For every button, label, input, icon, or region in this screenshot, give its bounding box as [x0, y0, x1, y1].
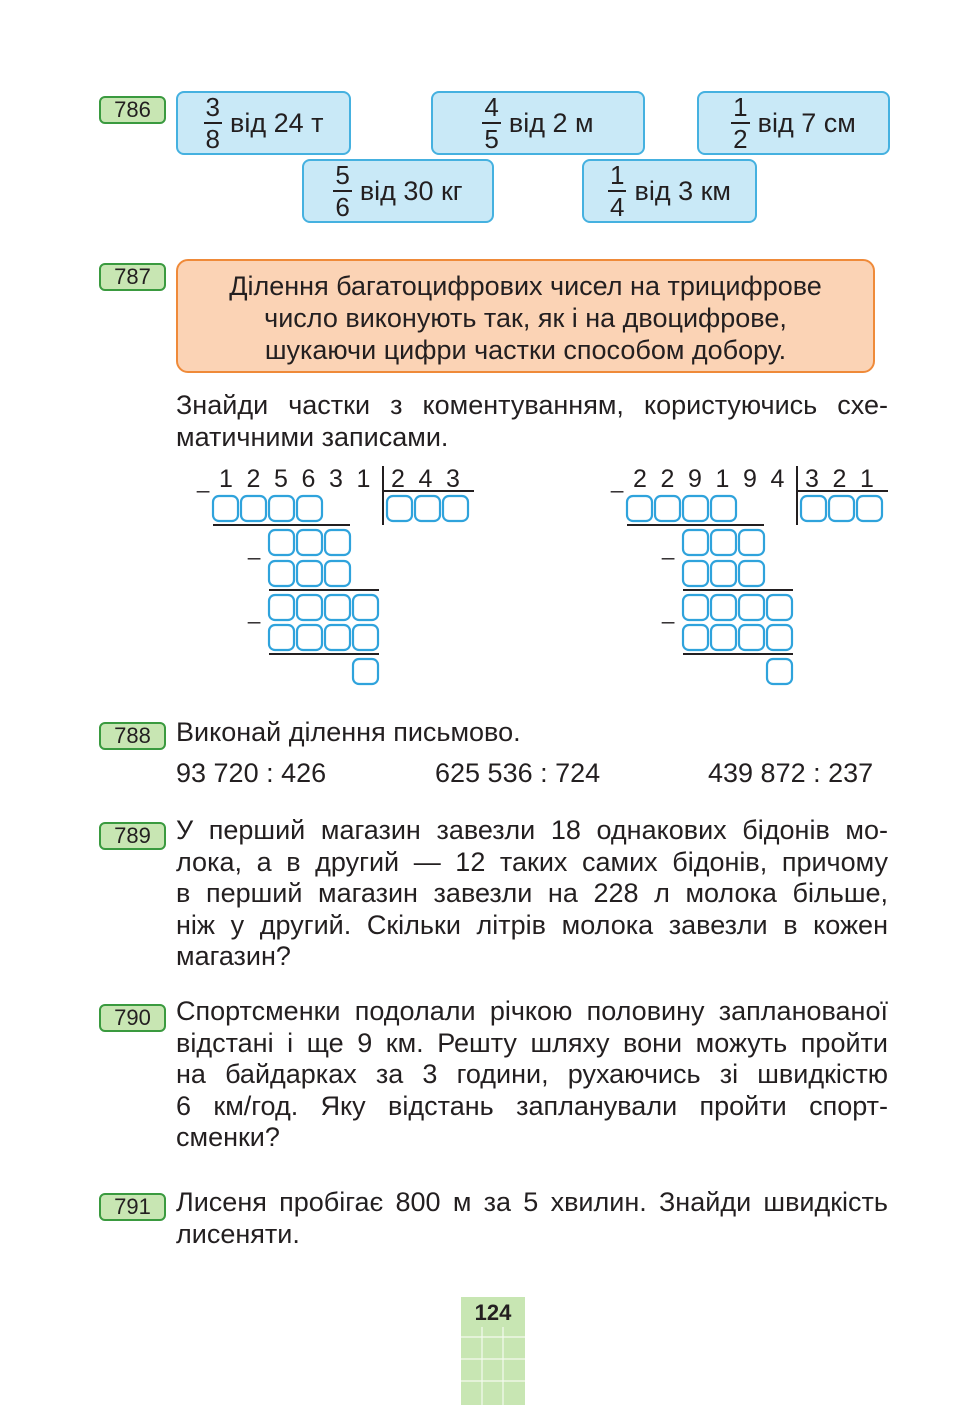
fraction-text: від 2 м	[508, 107, 594, 138]
fraction-text: від 30 кг	[359, 175, 463, 206]
text-line: в перший магазин завезли на 228 л молока більше,	[176, 878, 888, 908]
answer-cell	[711, 625, 736, 650]
answer-cell	[387, 496, 412, 521]
dividend-digit: 3	[329, 465, 343, 493]
numerator: 4	[484, 92, 499, 122]
task-790-text	[176, 996, 888, 1154]
division-scheme-right	[610, 465, 888, 684]
dividend-digit: 4	[770, 465, 785, 493]
division-expression: 439 872 : 237	[708, 758, 874, 788]
text-line: 6 км/год. Яку відстань запланували пройти спорт-	[176, 1090, 888, 1121]
problem-number-791: 791	[99, 1193, 166, 1221]
page-number: 124	[474, 1300, 512, 1325]
denominator: 8	[205, 124, 220, 154]
minus-sign: _	[248, 535, 261, 560]
denominator: 2	[733, 124, 748, 154]
text-line: на байдарках за 3 години, рухаючись зі швидкістю	[176, 1059, 888, 1089]
answer-cell	[767, 659, 792, 684]
minus-sign: _	[662, 599, 675, 624]
answer-cell	[269, 530, 294, 555]
dividend-digit: 2	[633, 465, 647, 493]
minus-sign: _	[662, 535, 675, 560]
divisor-digit: 4	[418, 465, 433, 493]
answer-cell	[213, 496, 238, 521]
text-line: Знайди частки з коментуванням, користуючись схе-	[176, 390, 888, 420]
answer-cell	[739, 625, 764, 650]
numerator: 5	[335, 160, 350, 190]
answer-cell	[297, 530, 322, 555]
divisor-digit: 1	[860, 465, 874, 493]
answer-cell	[683, 625, 708, 650]
text-line: ніж у другий. Скільки літрів молока завезли в кожен	[176, 909, 888, 940]
text-line: Спортсменки подолали річкою половину запланованої	[176, 996, 888, 1026]
answer-cell	[767, 595, 792, 620]
divisor-digit: 3	[805, 465, 819, 493]
answer-cell	[297, 496, 322, 521]
answer-cell	[297, 595, 322, 620]
answer-cell	[711, 595, 736, 620]
division-scheme-left	[196, 465, 474, 684]
answer-cell	[801, 496, 826, 521]
problem-number-790: 790	[99, 1004, 166, 1032]
answer-cell	[325, 530, 350, 555]
text-line: лисеняти.	[176, 1218, 300, 1249]
text-line: Лисеня пробігає 800 м за 5 хвилин. Знайди швидкість	[176, 1187, 888, 1217]
division-expression: 625 536 : 724	[435, 758, 601, 788]
answer-cell	[443, 496, 468, 521]
answer-cell	[711, 496, 736, 521]
division-schemes	[0, 0, 963, 700]
dividend-digit: 6	[301, 465, 316, 493]
answer-cell	[297, 561, 322, 586]
dividend-digit: 5	[274, 465, 288, 493]
dividend-digit: 9	[688, 465, 702, 493]
answer-cell	[325, 595, 350, 620]
problem-number-787: 787	[99, 263, 166, 291]
numerator: 3	[205, 92, 220, 122]
answer-cell	[325, 625, 350, 650]
dividend-digit: 9	[743, 465, 757, 493]
answer-cell	[683, 496, 708, 521]
numerator: 1	[733, 92, 748, 122]
answer-cell	[241, 496, 266, 521]
numerator: 1	[610, 160, 625, 190]
dividend-digit: 1	[356, 465, 371, 493]
minus-sign: _	[197, 468, 210, 493]
answer-cell	[353, 625, 378, 650]
answer-cell	[353, 595, 378, 620]
minus-sign: _	[248, 599, 261, 624]
divisor-digit: 2	[832, 465, 847, 493]
denominator: 5	[484, 124, 499, 154]
fraction-text: від 3 км	[634, 175, 731, 206]
answer-cell	[683, 561, 708, 586]
answer-cell	[325, 561, 350, 586]
task-788-text: Виконай ділення письмово.	[176, 717, 521, 747]
dividend-digit: 1	[715, 465, 730, 493]
answer-cell	[739, 561, 764, 586]
denominator: 6	[335, 192, 350, 222]
answer-cell	[415, 496, 440, 521]
problem-number-788: 788	[99, 722, 166, 750]
divisor-digit: 2	[391, 465, 405, 493]
answer-cell	[711, 530, 736, 555]
rule-line: число виконують так, як і на двоцифрове,	[264, 303, 787, 333]
answer-cell	[739, 530, 764, 555]
text-line: відстані і ще 9 км. Решту шляху вони можуть пройти	[176, 1027, 888, 1058]
answer-cell	[269, 595, 294, 620]
problem-number-786: 786	[99, 96, 166, 124]
text-line: матичними записами.	[176, 421, 449, 452]
text-line: У перший магазин завезли 18 однакових бідонів мо-	[176, 815, 888, 845]
answer-cell	[627, 496, 652, 521]
answer-cell	[711, 561, 736, 586]
answer-cell	[683, 530, 708, 555]
answer-cell	[767, 625, 792, 650]
minus-sign: _	[611, 468, 624, 493]
denominator: 4	[610, 192, 625, 222]
task-791-text	[176, 1187, 888, 1250]
fraction-text: від 7 см	[757, 107, 856, 138]
dividend-digit: 2	[246, 465, 261, 493]
text-line: магазин?	[176, 941, 291, 971]
divisor-digit: 3	[446, 465, 460, 493]
answer-cell	[655, 496, 680, 521]
division-expression: 93 720 : 426	[176, 758, 327, 788]
answer-cell	[269, 496, 294, 521]
answer-cell	[829, 496, 854, 521]
dividend-digit: 2	[660, 465, 675, 493]
answer-cell	[353, 659, 378, 684]
text-line: лока, а в другий — 12 таких самих бідонів, причому	[176, 846, 888, 877]
rule-line: шукаючи цифри частки способом добору.	[264, 335, 787, 365]
text-line: сменки?	[176, 1122, 280, 1152]
fraction-text: від 24 т	[229, 107, 324, 138]
rule-line: Ділення багатоцифрових чисел на трицифрове	[229, 271, 822, 301]
task-789-text	[176, 815, 888, 973]
answer-cell	[739, 595, 764, 620]
answer-cell	[269, 625, 294, 650]
problem-number-789: 789	[99, 822, 166, 850]
answer-cell	[857, 496, 882, 521]
answer-cell	[683, 595, 708, 620]
answer-cell	[269, 561, 294, 586]
answer-cell	[297, 625, 322, 650]
dividend-digit: 1	[219, 465, 233, 493]
